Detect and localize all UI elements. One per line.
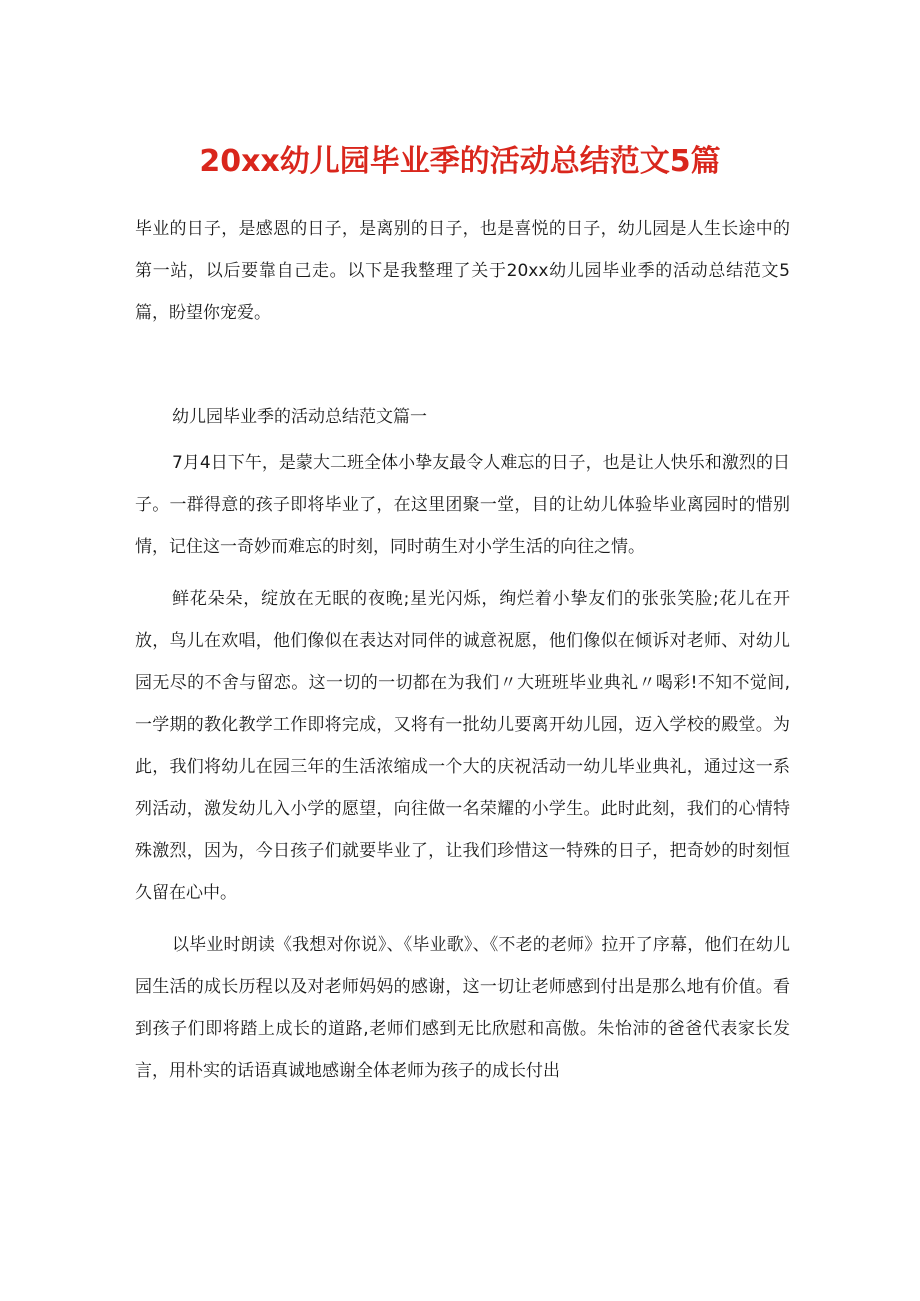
- document-title: 20xx幼儿园毕业季的活动总结范文5篇: [199, 144, 721, 179]
- intro-paragraph: 毕业的日子，是感恩的日子，是离别的日子，也是喜悦的日子，幼儿园是人生长途中的第一站，以后要靠自己走。以下是我整理了关于20xx幼儿园毕业季的活动总结范文5篇，盼望你宠爱。: [135, 219, 790, 323]
- body-paragraph-2: 鲜花朵朵，绽放在无眠的夜晚;星光闪烁，绚烂着小挚友们的张张笑脸;花儿在开放，鸟儿在欢唱，他们像似在表达对同伴的诚意祝愿，他们像似在倾诉对老师、对幼儿园无尽的不舍与留恋。这一切的一切都在为我们〃大班班毕业典礼〃喝彩!不知不觉间,一学期的教化教学工作即将完成，又将有一批幼儿要离开幼儿园，迈入学校的殿堂。为此，我们将幼儿在园三年的生活浓缩成一个大的庆祝活动一幼儿毕业典礼，通过这一系列活动，激发幼儿入小学的愿望，向往做一名荣耀的小学生。此时此刻，我们的心情特殊激烈，因为，今日孩子们就要毕业了，让我们珍惜这一特殊的日子，把奇妙的时刻恒久留在心中。: [135, 589, 790, 903]
- body-paragraph-1: 7月4日下午，是蒙大二班全体小挚友最令人难忘的日子，也是让人快乐和激烈的日子。一群得意的孩子即将毕业了，在这里团聚一堂，目的让幼儿体验毕业离园时的惜别情，记住这一奇妙而难忘的时刻，同时萌生对小学生活的向往之情。: [135, 453, 790, 557]
- body-paragraph-3: 以毕业时朗读《我想对你说》、《毕业歌》、《不老的老师》拉开了序幕，他们在幼儿园生活的成长历程以及对老师妈妈的感谢，这一切让老师感到付出是那么地有价值。看到孩子们即将踏上成长的道路,老师们感到无比欣慰和高傲。朱怡沛的爸爸代表家长发言，用朴实的话语真诚地感谢全体老师为孩子的成长付出: [135, 935, 790, 1081]
- section-heading: 幼儿园毕业季的活动总结范文篇一: [172, 407, 427, 427]
- document-body: [135, 208, 790, 1102]
